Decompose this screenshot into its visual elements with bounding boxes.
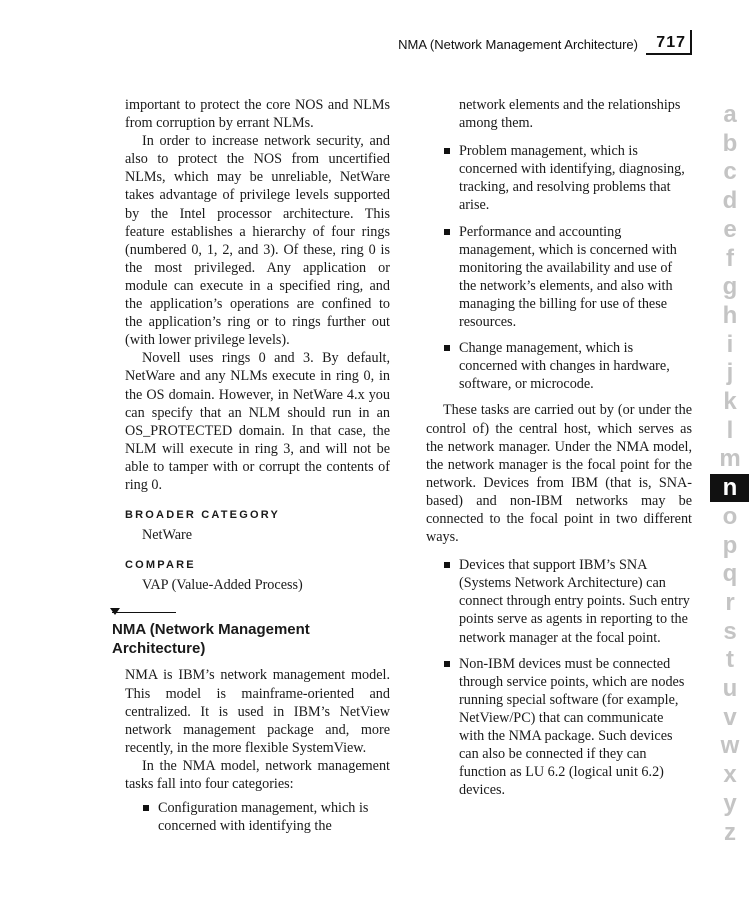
entry-heading [112,612,390,658]
list-item-continuation [426,96,692,132]
list-item [426,223,692,332]
header-rule-vertical [690,30,692,54]
bullet-icon [444,562,450,568]
page-number: 717 [656,34,686,51]
thumb-tab-x: x [723,761,737,789]
thumb-tab-l: l [726,416,734,444]
thumb-tab-z: z [724,818,736,846]
thumb-tab-m: m [719,445,741,473]
paragraph: Novell uses rings 0 and 3. By default, NetWare and any NLMs execute in ring 0, in the OS domain. However, in NetWare 4.x you can specify that an NLM should run in an OS_PROTECTED domain. In that case, the NLM will execute in ring 3, and will not be able to tamper with or corrupt the contents of ring 0. [125,350,390,493]
thumb-tab-p: p [722,531,738,559]
entry-rule [112,612,176,613]
running-header [380,36,692,56]
thumb-tab-c: c [723,158,737,186]
bullet-icon [444,229,450,235]
paragraph: important to protect the core NOS and NLMs from corruption by errant NLMs. [125,97,390,132]
paragraph: In order to increase network security, and also to protect the NOS from uncertified NLMs, which may be unreliable, NetWare takes advantage of privilege levels supported by the Intel processor architecture. This feature establishes a hierarchy of four rings (numbered 0, 1, 2, and 3). Of these, ring 0 is the most privileged. Any application or module can execute in a specified ring, and the application’s operations are confined to the application’s ring or to rings further out (with lower privilege levels). [125,133,390,349]
header-rule-horizontal [646,53,692,55]
thumb-tab-d: d [722,187,738,215]
thumb-tab-s: s [723,617,737,645]
thumb-tab-v: v [723,703,737,731]
thumb-tab-i: i [726,330,734,358]
thumb-tab-q: q [722,560,738,588]
paragraph: NMA is IBM’s network management model. This model is mainframe-oriented and centralized. It is used in IBM’s NetView network management package and, more recently, in the more flexible SystemView. [125,667,390,756]
thumb-tab-w: w [720,732,740,760]
thumb-tab-h: h [722,301,738,329]
paragraph: In the NMA model, network management tasks fall into four categories: [125,757,390,792]
thumb-tab-b: b [722,129,738,157]
paragraph: These tasks are carried out by (or under the control of) the central host, which serves as the network manager. Under the NMA model, the network manager is the focal point for the network. Devices from IBM (that is, SNA-based) and non-IBM networks may be connected to the focal point in two different ways. [426,402,692,546]
list-item [426,556,692,646]
list-item-text: Non-IBM devices must be connected through service points, which are nodes running special software (for example, NetView/PC) that can communicate with the NMA package. Such devices can also be connected if they can function as LU 6.2 (logical unit 6.2) devices. [459,655,685,799]
thumb-tab-y: y [723,789,737,817]
entry-marker-icon [110,608,120,615]
bullet-list [125,799,390,835]
thumb-tab-j: j [726,359,734,387]
list-item [426,142,692,214]
list-item [125,799,390,835]
bullet-icon [444,345,450,351]
list-item-text: Change management, which is concerned with changes in hardware, software, or microcode. [459,340,670,393]
list-item-text: Problem management, which is concerned with identifying, diagnosing, tracking, and resolving problems that arise. [459,143,685,214]
thumb-tab-a: a [723,101,737,128]
bullet-icon [444,661,450,667]
entry-title: NMA (Network Management Architecture) [112,621,310,657]
thumb-tab-n: n [710,474,749,502]
thumb-tab-e: e [723,215,737,243]
list-item [426,339,692,393]
list-item-text: Configuration management, which is concerned with identifying the [158,800,369,835]
bullet-icon [444,148,450,154]
list-item-text: network elements and the relationships among them. [459,97,681,132]
list-item [426,655,692,800]
thumb-tab-t: t [726,646,734,674]
left-column [112,96,390,843]
header-title: NMA (Network Management Architecture) [398,37,638,52]
compare-label: COMPARE [125,559,196,572]
compare-value: VAP (Value-Added Process) [142,577,303,594]
bullet-list [426,96,692,393]
right-column [426,96,692,807]
thumb-tab-k: k [723,388,737,415]
thumb-tab-o: o [722,502,738,530]
list-item-text: Performance and accounting management, which is concerned with monitoring the availability and use of the network’s elements, and also with managing the billing for use of these resources. [459,223,677,331]
bullet-icon [143,805,149,811]
broader-category-value: NetWare [142,527,193,544]
thumb-tab-f: f [726,244,734,272]
thumb-tab-u: u [722,675,738,702]
thumb-tab-g: g [722,273,738,301]
broader-category-label: BROADER CATEGORY [125,509,280,522]
thumb-tab-r: r [725,588,735,616]
bullet-list [426,556,692,799]
list-item-text: Devices that support IBM’s SNA (Systems Network Architecture) can connect through entry points. Such entry points serve as agents in reporting to the network manager at the focal point. [459,557,690,646]
